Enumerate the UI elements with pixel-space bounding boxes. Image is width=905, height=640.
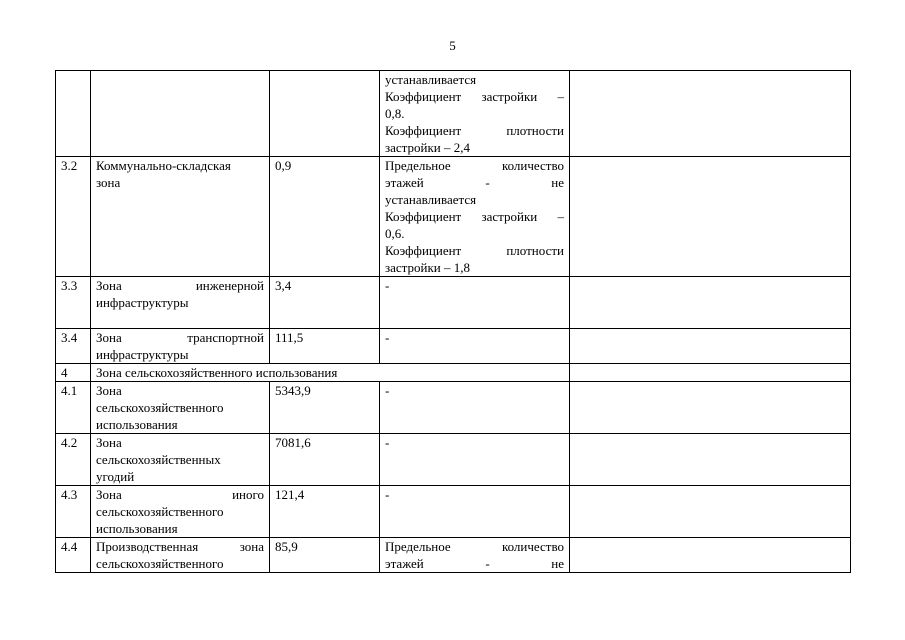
zone-name-line: Производственная зона	[96, 539, 264, 554]
zone-parameters	[380, 329, 570, 364]
zone-name-line: Зона иного	[96, 487, 264, 502]
zone-name	[91, 382, 270, 434]
table-row	[56, 382, 851, 434]
extra-cell	[570, 277, 851, 329]
zone-parameters	[380, 538, 570, 573]
page-number: 5	[449, 38, 456, 53]
zone-area: 5343,9	[270, 382, 380, 434]
zone-parameter-line: застройки – 2,4	[385, 140, 470, 155]
extra-cell	[570, 486, 851, 538]
zone-parameter-line: застройки – 1,8	[385, 260, 470, 275]
zone-name-line: Зона	[96, 435, 122, 450]
table-row	[56, 486, 851, 538]
row-number: 4.2	[56, 434, 91, 486]
zone-parameters	[380, 277, 570, 329]
zone-area: 3,4	[270, 277, 380, 329]
zone-area	[270, 71, 380, 157]
extra-cell	[570, 538, 851, 573]
zone-parameter-line: -	[385, 278, 390, 293]
extra-cell	[570, 364, 851, 382]
zone-parameter-line: 0,8.	[385, 106, 405, 121]
zone-area: 0,9	[270, 157, 380, 277]
zone-parameter-line: 0,6.	[385, 226, 405, 241]
zone-name-line: сельскохозяйственного	[96, 556, 224, 571]
zone-parameter-line: Коэффициент плотности	[385, 123, 564, 138]
row-number: 4.4	[56, 538, 91, 573]
zone-parameter-line: -	[385, 487, 390, 502]
extra-cell	[570, 329, 851, 364]
row-number: 3.4	[56, 329, 91, 364]
row-number: 4	[56, 364, 91, 382]
table-row	[56, 157, 851, 277]
zone-area: 121,4	[270, 486, 380, 538]
zone-name-line: угодий	[96, 469, 135, 484]
zone-parameter-line: -	[385, 330, 390, 345]
zone-name-line: Зона транспортной	[96, 330, 264, 345]
zone-name	[91, 538, 270, 573]
row-number: 4.3	[56, 486, 91, 538]
zone-name-line: Зона	[96, 383, 122, 398]
zone-name-line: сельскохозяйственного	[96, 504, 224, 519]
zone-name-line: зона	[96, 175, 121, 190]
table-row	[56, 277, 851, 329]
zones-table	[55, 70, 851, 573]
zone-name-line: сельскохозяйственных	[96, 452, 221, 467]
row-number: 3.2	[56, 157, 91, 277]
zone-name	[91, 486, 270, 538]
zone-name	[91, 329, 270, 364]
zone-name	[91, 71, 270, 157]
zone-name-line: Зона инженерной	[96, 278, 264, 293]
zone-parameters	[380, 71, 570, 157]
zone-parameter-line: Коэффициент застройки –	[385, 209, 564, 224]
table-row	[56, 71, 851, 157]
zone-parameter-line: устанавливается	[385, 72, 477, 87]
zone-name	[91, 277, 270, 329]
table-row	[56, 329, 851, 364]
zone-parameter-line: устанавливается	[385, 192, 477, 207]
zone-name	[91, 434, 270, 486]
row-number	[56, 71, 91, 157]
zone-parameters	[380, 382, 570, 434]
extra-cell	[570, 71, 851, 157]
row-number: 4.1	[56, 382, 91, 434]
zone-name	[91, 157, 270, 277]
zones-table-body	[56, 71, 851, 573]
zone-parameter-line: Коэффициент плотности	[385, 243, 564, 258]
section-title: Зона сельскохозяйственного использования	[91, 364, 570, 382]
table-row	[56, 538, 851, 573]
zone-parameters	[380, 486, 570, 538]
zone-name-line: использования	[96, 521, 178, 536]
zone-name-line: Коммунально-складская	[96, 158, 231, 173]
zone-area: 85,9	[270, 538, 380, 573]
extra-cell	[570, 382, 851, 434]
zone-parameters	[380, 157, 570, 277]
zone-parameter-line: Предельное количество	[385, 158, 564, 173]
zone-parameters	[380, 434, 570, 486]
zone-name-line: сельскохозяйственного	[96, 400, 224, 415]
zone-name-line: инфраструктуры	[96, 295, 189, 310]
zone-parameter-line: Предельное количество	[385, 539, 564, 554]
zone-parameter-line: -	[385, 383, 390, 398]
extra-cell	[570, 434, 851, 486]
row-number: 3.3	[56, 277, 91, 329]
zone-name-line: использования	[96, 417, 178, 432]
zone-parameter-line: Коэффициент застройки –	[385, 89, 564, 104]
zone-name-line: инфраструктуры	[96, 347, 189, 362]
zone-parameter-line: -	[385, 435, 390, 450]
zone-parameter-line: этажей - не	[385, 175, 564, 190]
zone-area: 111,5	[270, 329, 380, 364]
extra-cell	[570, 157, 851, 277]
table-row	[56, 434, 851, 486]
zone-parameter-line: этажей - не	[385, 556, 564, 571]
zone-area: 7081,6	[270, 434, 380, 486]
table-row	[56, 364, 851, 382]
